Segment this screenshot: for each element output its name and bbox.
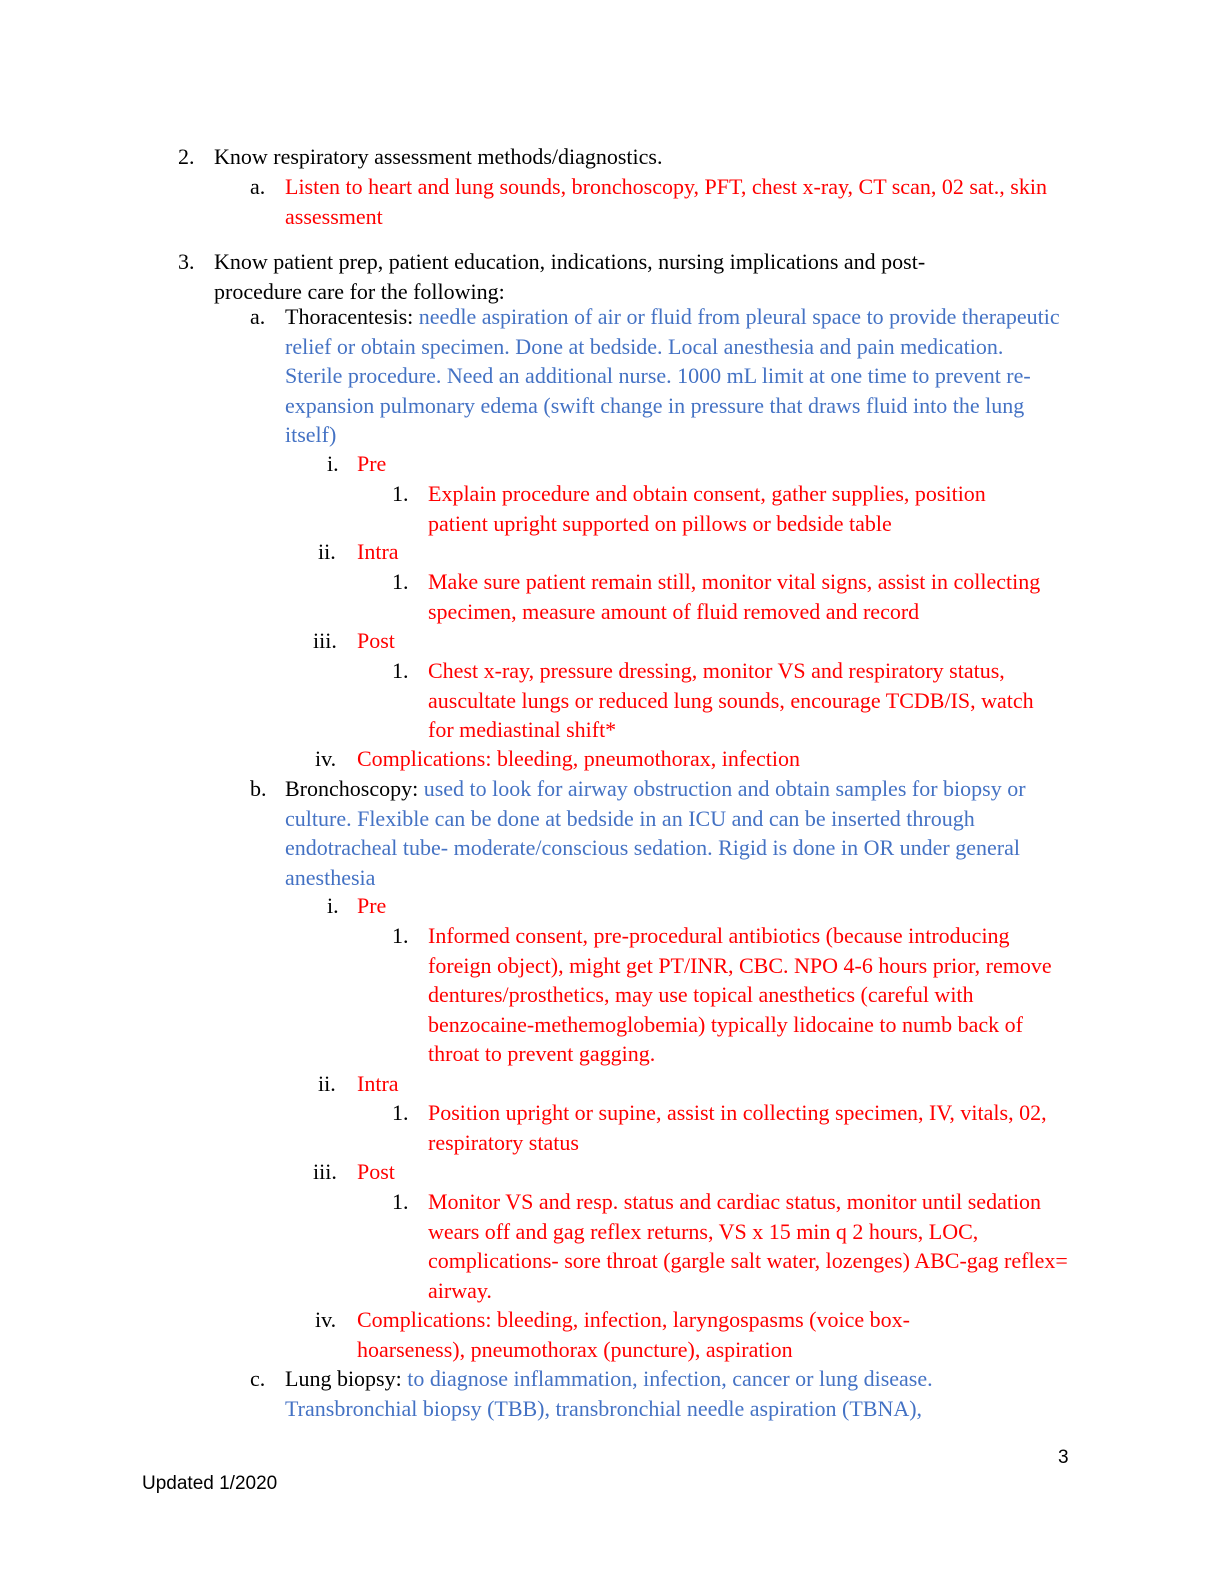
list-item: Know respiratory assessment methods/diagnostics.	[214, 144, 663, 169]
term: Bronchoscopy:	[285, 776, 419, 801]
list-number: 1.	[392, 481, 409, 506]
list-item: Position upright or supine, assist in collecting specimen, IV, vitals, 02, respiratory status	[428, 1100, 1047, 1155]
list-roman: ii.	[318, 1071, 336, 1096]
list-number: 3.	[178, 249, 195, 274]
updated-footer: Updated 1/2020	[142, 1473, 278, 1494]
list-letter: c.	[250, 1366, 266, 1391]
list-letter: a.	[250, 174, 266, 199]
page-number: 3	[1058, 1447, 1069, 1468]
list-number: 1.	[392, 923, 409, 948]
list-item: Post	[357, 1159, 395, 1184]
list-item: Make sure patient remain still, monitor vital signs, assist in collecting specimen, measure amount of fluid removed and record	[428, 569, 1041, 624]
list-letter: b.	[250, 776, 267, 801]
list-item: Informed consent, pre-procedural antibiotics (because introducing foreign object), might get PT/INR, CBC. NPO 4-6 hours prior, remove dentures/prosthetics, may use topical anesthetics (careful with benzocaine-methemoglobemia) typically lidocaine to numb back of throat to prevent gagging.	[428, 923, 1052, 1066]
list-item: Complications: bleeding, pneumothorax, infection	[357, 746, 800, 771]
list-roman: iv.	[315, 746, 337, 771]
list-roman: i.	[327, 893, 339, 918]
list-number: 1.	[392, 658, 409, 683]
list-item-thoracentesis	[285, 302, 1060, 450]
list-number: 1.	[392, 1189, 409, 1214]
definition: needle aspiration of air or fluid from pleural space to provide therapeutic relief or obtain specimen. Done at bedside. Local anesthesia and pain medication. Sterile procedure. Need an additional nurse. 1000 mL limit at one time to prevent re-expansion pulmonary edema (swift change in pressure that draws fluid into the lung itself)	[285, 304, 1060, 447]
list-item: Intra	[357, 539, 399, 564]
list-roman: iii.	[313, 1159, 337, 1184]
list-item: Post	[357, 628, 395, 653]
term: Thoracentesis:	[285, 304, 414, 329]
term: Lung biopsy:	[285, 1366, 402, 1391]
list-roman: i.	[327, 451, 339, 476]
list-item-lung-biopsy	[285, 1364, 995, 1423]
list-item: Know patient prep, patient education, indications, nursing implications and post-procedure care for the following:	[214, 249, 926, 304]
list-item: Explain procedure and obtain consent, gather supplies, position patient upright supported on pillows or bedside table	[428, 481, 986, 536]
list-item: Pre	[357, 893, 387, 918]
list-number: 2.	[178, 144, 195, 169]
list-item: Chest x-ray, pressure dressing, monitor VS and respiratory status, auscultate lungs or reduced lung sounds, encourage TCDB/IS, watch for mediastinal shift*	[428, 658, 1034, 742]
list-number: 1.	[392, 1100, 409, 1125]
list-item: Listen to heart and lung sounds, bronchoscopy, PFT, chest x-ray, CT scan, 02 sat., skin assessment	[285, 174, 1047, 229]
list-item: Intra	[357, 1071, 399, 1096]
list-letter: a.	[250, 304, 266, 329]
list-item: Complications: bleeding, infection, laryngospasms (voice box-hoarseness), pneumothorax (puncture), aspiration	[357, 1307, 910, 1362]
list-item: Pre	[357, 451, 387, 476]
list-item-bronchoscopy	[285, 774, 1065, 892]
list-roman: iii.	[313, 628, 337, 653]
list-number: 1.	[392, 569, 409, 594]
definition: used to look for airway obstruction and obtain samples for biopsy or culture. Flexible can be done at bedside in an ICU and can be inserted through endotracheal tube- moderate/conscious sedation. Rigid is done in OR under general anesthesia	[285, 776, 1026, 890]
list-item: Monitor VS and resp. status and cardiac status, monitor until sedation wears off and gag reflex returns, VS x 15 min q 2 hours, LOC, complications- sore throat (gargle salt water, lozenges) ABC-gag reflex= airway.	[428, 1189, 1068, 1303]
list-roman: ii.	[318, 539, 336, 564]
list-roman: iv.	[315, 1307, 337, 1332]
definition: to diagnose inflammation, infection, cancer or lung disease. Transbronchial biopsy (TBB), transbronchial needle aspiration (TBNA),	[285, 1366, 933, 1421]
